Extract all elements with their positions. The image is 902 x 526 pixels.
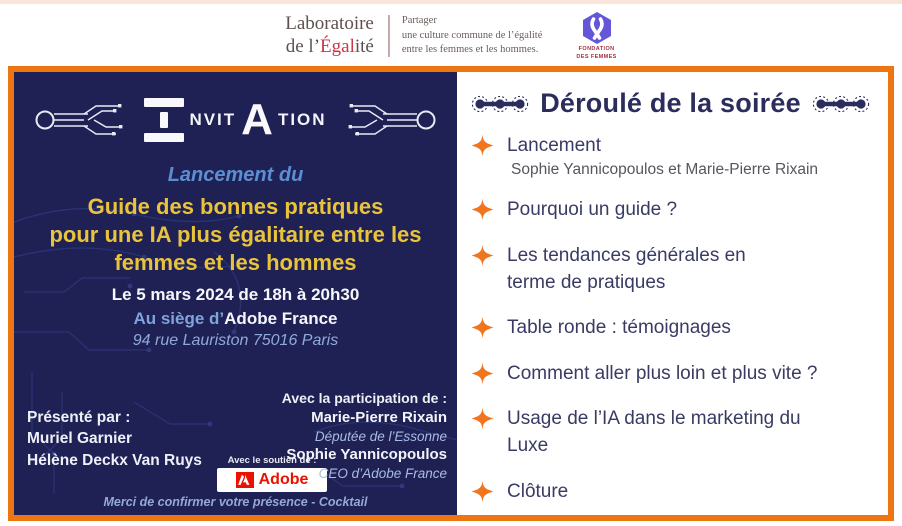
letter-i-icon (144, 98, 184, 142)
rsvp-footer: Merci de confirmer votre présence - Cocktail (103, 495, 368, 509)
sparkle-bullet-icon (471, 480, 494, 503)
agenda-item-text (507, 133, 818, 179)
laboratoire-egalite-logo (285, 13, 374, 59)
circuit-left-icon (34, 98, 138, 142)
agenda-item-label: Comment aller plus loin et plus vite ? (507, 362, 818, 384)
sparkle-bullet-icon (471, 362, 494, 385)
agenda-item (471, 315, 870, 342)
event-headline: Guide des bonnes pratiques pour une IA plus égalitaire entre les femmes et les hommes (49, 194, 422, 276)
header (0, 8, 902, 64)
participant-name: Marie-Pierre Rixain (311, 408, 447, 426)
agenda-list (471, 133, 870, 506)
agenda-item-text (507, 197, 677, 224)
agenda-header (471, 88, 870, 119)
top-accent-strip (0, 0, 902, 4)
agenda-item-label: Clôture (507, 480, 569, 502)
main-content-frame (8, 66, 894, 521)
sponsor-label: Avec le soutien de : (227, 455, 317, 466)
beads-chain-icon (812, 94, 870, 114)
event-kicker: Lancement du (167, 164, 304, 186)
sparkle-bullet-icon (471, 316, 494, 339)
agenda-panel (457, 72, 888, 515)
participant-role: Députée de l’Essonne (314, 428, 447, 444)
sparkle-bullet-icon (471, 134, 494, 157)
event-datetime: Le 5 mars 2024 de 18h à 20h30 (111, 285, 360, 305)
agenda-item (471, 479, 870, 506)
participation-block: Avec la participation de : Marie-Pierre Rixain Députée de l’Essonne Sophie Yannicopoulos CEO d’Adobe France (281, 390, 447, 482)
presenter-name: Hélène Deckx Van Ruys (27, 451, 202, 469)
agenda-item-label: Pourquoi un guide ? (507, 199, 678, 221)
agenda-item (471, 197, 870, 224)
agenda-item-text (507, 479, 568, 506)
event-address: 94 rue Lauriston 75016 Paris (132, 332, 339, 350)
participant-role: CEO d’Adobe France (318, 466, 447, 482)
invitation-word: NVIT A TION (144, 98, 326, 142)
logo-line-2: de l’Égalité (285, 36, 374, 57)
sparkle-bullet-icon (471, 407, 494, 430)
sparkle-bullet-icon (471, 198, 494, 221)
agenda-item-label: Usage de l’IA dans le marketing du Luxe (507, 408, 801, 457)
agenda-item (471, 406, 870, 460)
agenda-item-sub: Sophie Yannicopoulos et Marie-Pierre Rixain (511, 160, 819, 178)
beads-chain-icon (471, 94, 529, 114)
adobe-wordmark: Adobe (258, 471, 309, 488)
presented-by-block (27, 407, 202, 471)
agenda-item-text (507, 406, 801, 460)
agenda-title: Déroulé de la soirée (540, 88, 801, 118)
logo-line-1: Laboratoire (285, 13, 374, 35)
event-venue: Au siège d’Adobe France (133, 309, 338, 329)
agenda-item-label: Table ronde : témoignages (507, 317, 731, 339)
agenda-item (471, 133, 870, 179)
agenda-item (471, 243, 870, 297)
agenda-item-text (507, 361, 817, 388)
agenda-item-text (507, 243, 746, 297)
presenter-name: Muriel Garnier (27, 430, 133, 448)
agenda-item (471, 361, 870, 388)
agenda-item-text (507, 315, 731, 342)
ribbon-hexagon-icon (580, 11, 614, 45)
adobe-mark-icon (236, 472, 254, 488)
presented-by-label: Présenté par : (27, 408, 131, 426)
participant-name: Sophie Yannicopoulos (286, 446, 447, 464)
fondation-des-femmes-logo (576, 11, 616, 60)
sparkle-bullet-icon (471, 244, 494, 267)
fondation-caption: FONDATION DES FEMMES (576, 46, 617, 60)
agenda-item-label: Lancement (507, 135, 602, 156)
invitation-panel (14, 72, 457, 515)
invitation-content (14, 92, 457, 350)
header-tagline: Partager une culture commune de l’égalité entre les femmes et les hommes. (401, 14, 543, 56)
invitation-title (14, 92, 457, 148)
circuit-right-icon (333, 98, 437, 142)
header-divider (388, 15, 390, 57)
agenda-item-label: Les tendances générales en terme de pratiques (507, 244, 746, 293)
